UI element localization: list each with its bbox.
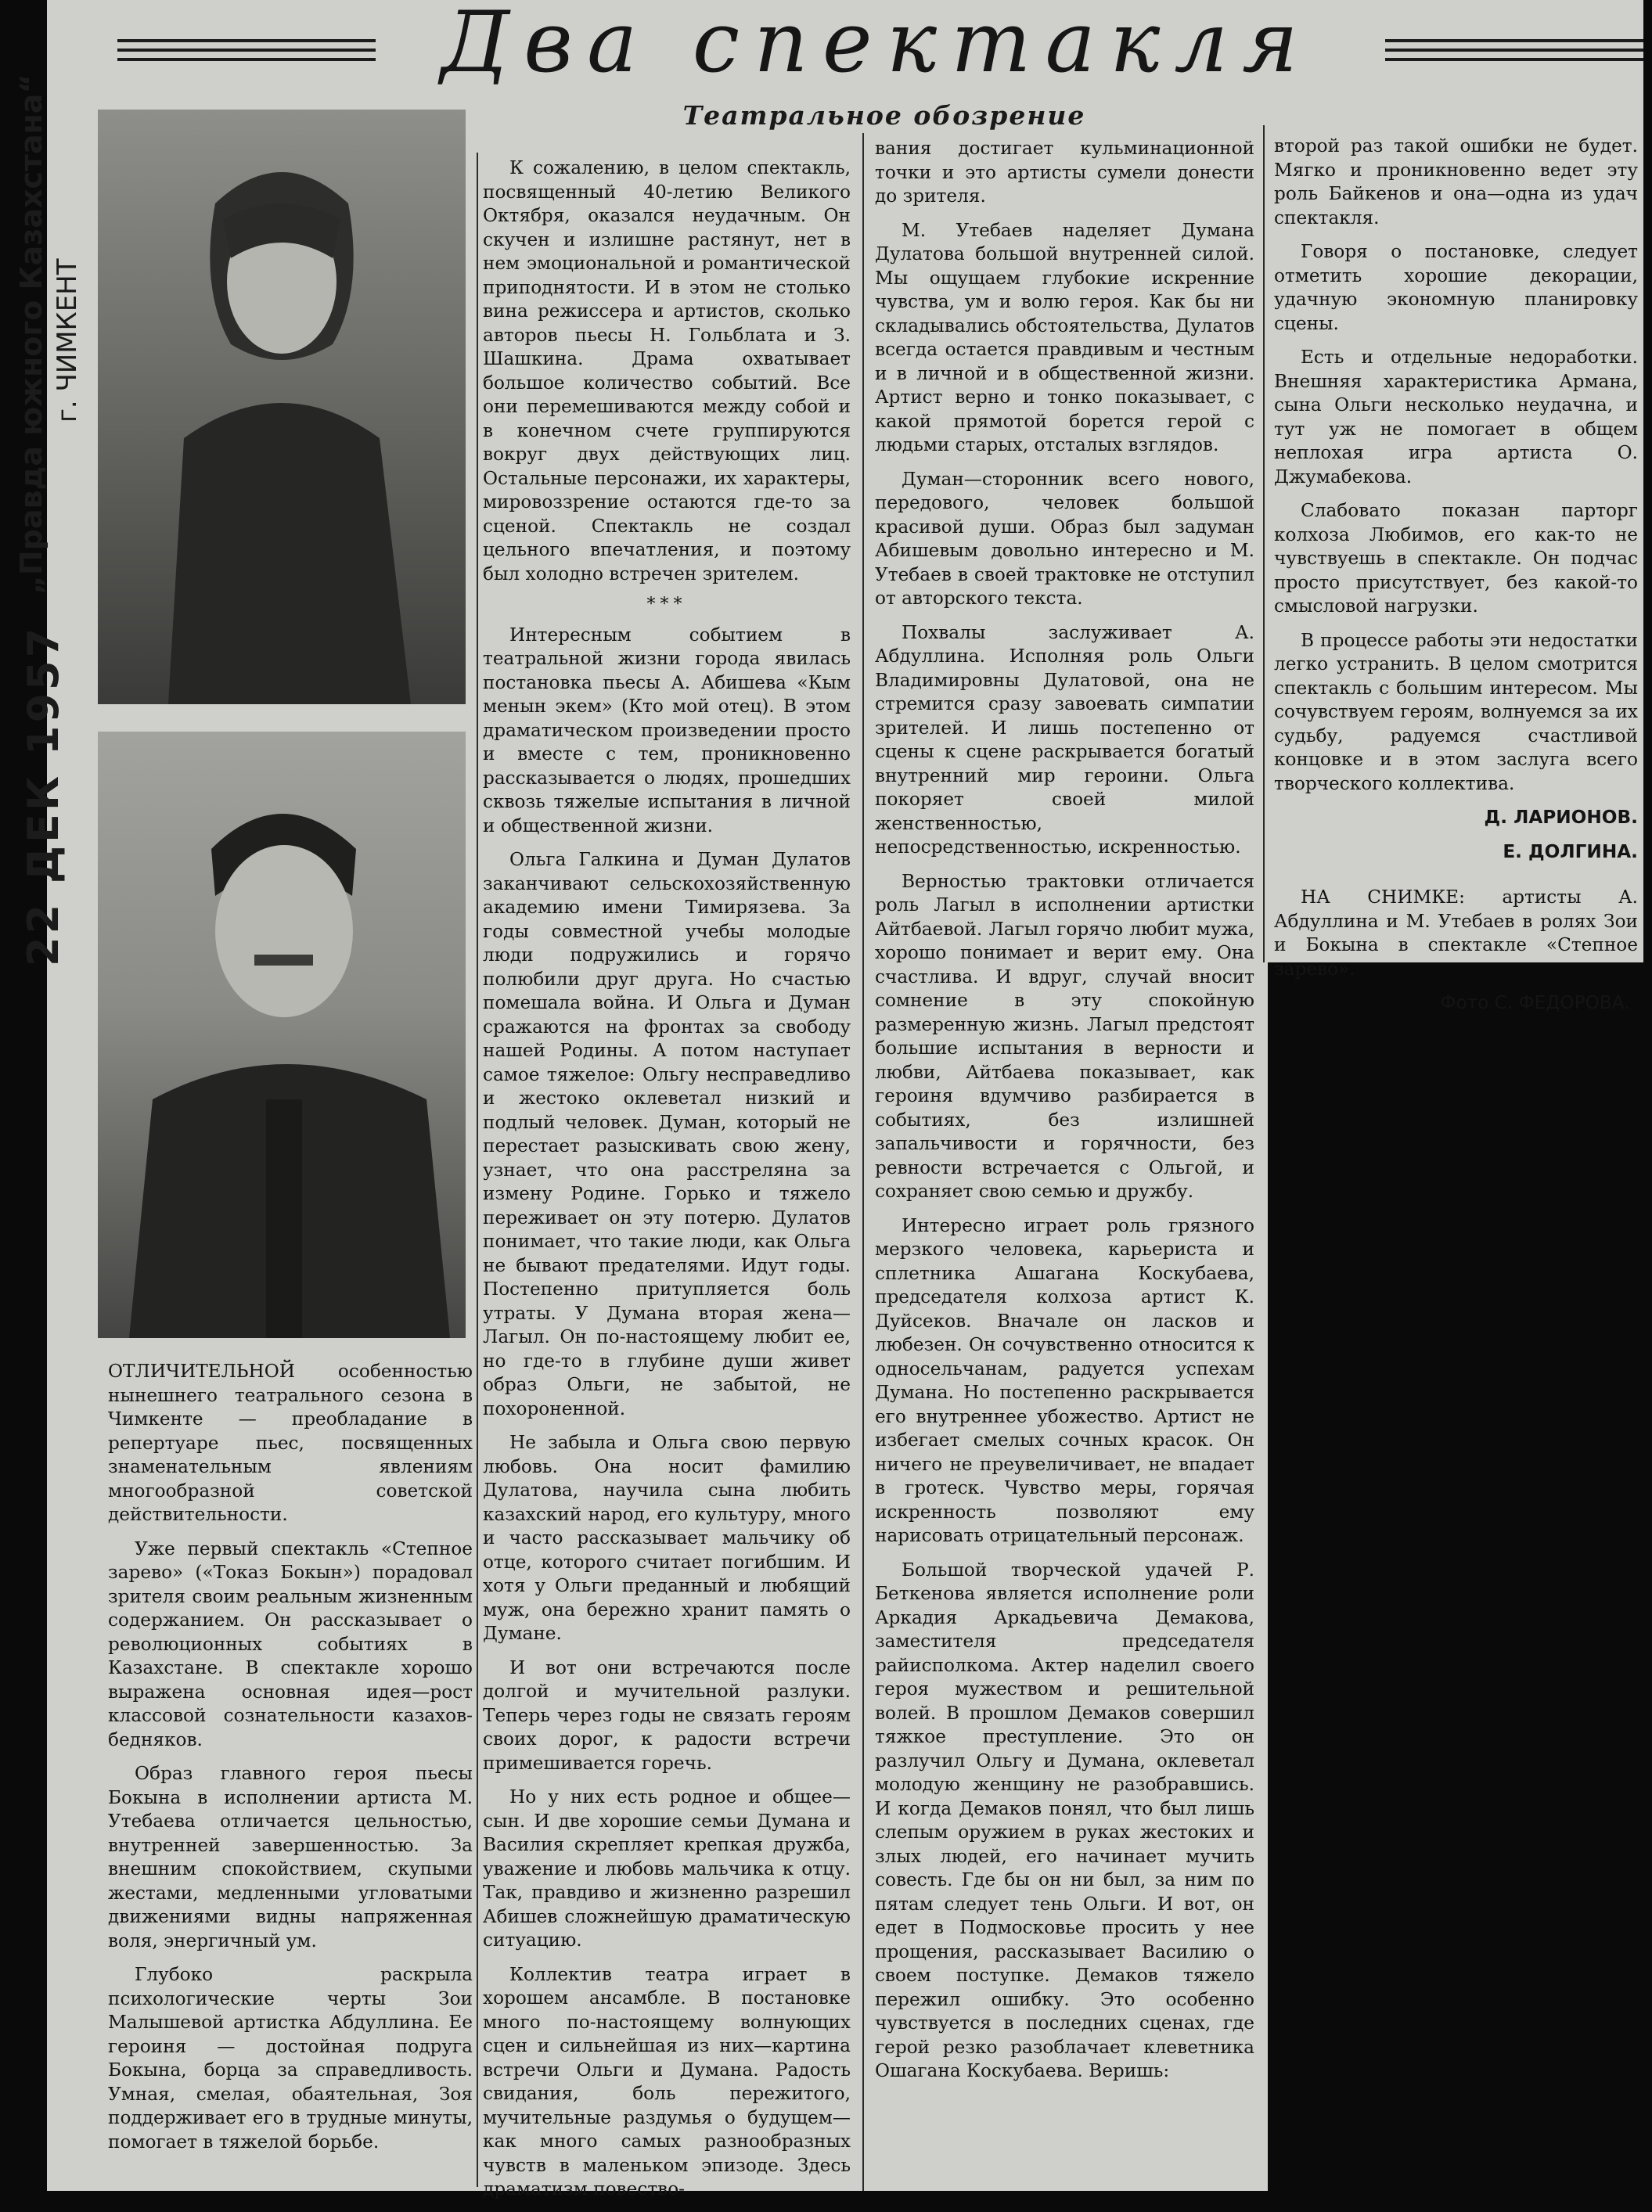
background-gap bbox=[1268, 962, 1652, 2191]
author-signature: Д. ЛАРИОНОВ. bbox=[1484, 807, 1638, 828]
header-rule-right bbox=[1385, 39, 1643, 74]
lead-paragraph bbox=[108, 1360, 473, 1527]
column-rule-1 bbox=[477, 153, 478, 2187]
paragraph: И вот они встречаются после долгой и мучительной разлуки. Теперь через годы не связать героям своих дорог, к радости встречи примешивается горечь. bbox=[483, 1656, 851, 1774]
column-2 bbox=[483, 156, 851, 2212]
photo-credit: Фото С. ФЕДОРОВА. bbox=[1440, 992, 1630, 1013]
paragraph: Верностью трактовки отличается роль Лагыл в исполнении артистки Айтбаевой. Лагыл горячо любит мужа, хорошо понимает и верит ему. Она счастлива. И вдруг, случай вносит сомнение в эту спокойную размеренную жизнь. Лагыл предстоят большие испытания в верности и любви, Айтбаева показывает, как героиня вдумчиво разбирается в событиях, без излишней запальчивости и горячности, без ревности встречается с Ольгой, и сохраняет свою семью и дружбу. bbox=[875, 870, 1254, 1202]
column-rule-2 bbox=[862, 133, 864, 2191]
paragraph: М. Утебаев наделяет Думана Дулатова большой внутренней силой. Мы ощущаем глубокие искренние чувства, ум и волю героя. Как бы ни складывались обстоятельства, Дулатов всегда остается правдивым и честным и в личной и в общественной жизни. Артист верно и тонко показывает, с какой прямотой борется герой с людьми старых, отсталых взглядов. bbox=[875, 219, 1254, 455]
column-rule-3 bbox=[1263, 125, 1265, 962]
paragraph: Но у них есть родное и общее—сын. И две хорошие семьи Думана и Василия скрепляет крепкая дружба, уважение и любовь мальчика к отцу. Так, правдиво и жизненно разрешил Абишев сложнейшую драматическую ситуацию. bbox=[483, 1786, 851, 1951]
article-header bbox=[47, 0, 1643, 102]
paragraph: Говоря о постановке, следует отметить хорошие декорации, удачную экономную планировку сцены. bbox=[1274, 241, 1638, 334]
paragraph: Похвалы заслуживает А. Абдуллина. Исполняя роль Ольги Владимировны Дулатовой, она не стремится сразу завоевать симпатии зрителей. И лишь постепенно от сцены к сцене раскрывается богатый внутренний мир героини. Ольга покоряет своей милой женственностью, непосредственностью, искренностью. bbox=[875, 621, 1254, 858]
actor-photo bbox=[98, 732, 466, 1338]
paragraph: Интересно играет роль грязного мерзкого человека, карьериста и сплетника Ашагана Коскубаева, председателя колхоза артист К. Дуйсеков. Вначале он ласков и любезен. Он сочувственно относится к односельчанам, радуется успехам Думана. Но постепенно раскрывается его внутреннее убожество. Артист не избегает смелых сочных красок. Он ничего не преувеличивает, не впадает в гротеск. Чувство меры, горячая искренность позволяют ему нарисовать отрицательный персонаж. bbox=[875, 1214, 1254, 1546]
paragraph: К сожалению, в целом спектакль, посвященный 40-летию Великого Октября, оказался неудачным. Он скучен и излишне растянут, нет в нем эмоциональной и романтической приподнятости. И в этом не столько вина режиссера и артистов, сколько авторов пьесы Н. Гольблата и З. Шашкина. Драма охватывает большое количество событий. Все они перемешиваются между собой и в конечном счете группируются вокруг двух действующих лиц. Остальные персонажи, их характеры, мировоззрение остаются где-то за сценой. Спектакль не создал цельного впечатления, и поэтому был холодно встречен зрителем. bbox=[483, 157, 851, 584]
paragraph: Думан—сторонник всего нового, передового, человек большой красивой души. Образ был задуман Абишевым довольно интересно и М. Утебаев в своей трактовке не отступил от авторского текста. bbox=[875, 468, 1254, 609]
article-title: Два спектакля bbox=[441, 0, 1312, 92]
section-separator: *** bbox=[646, 595, 687, 614]
paragraph: Уже первый спектакль «Степное зарево» («Токаз Бокын») порадовал зрителя своим реальным жизненным содержанием. Он рассказывает о революционных событиях в Казахстане. В спектакле хорошо выражена основная идея—рост классовой сознательности казахов-бедняков. bbox=[108, 1538, 473, 1750]
paragraph: Большой творческой удачей Р. Беткенова является исполнение роли Аркадия Аркадьевича Демакова, заместителя председателя райисполкома. Актер наделил своего героя мужеством и решительной волей. В прошлом Демаков совершил тяжкое преступление. Это он разлучил Ольгу и Думана, оклеветал молодую женщину не разобравшись. И когда Демаков понял, что был лишь слепым оружием в руках жестоких и злых людей, его начинает мучить совесть. Где бы он ни был, за ним по пятам следует тень Ольги. И вот, он едет в Подмосковье просить у нее прощения, рассказывает Василию о своем поступке. Демаков тяжело пережил ошибку. Это особенно чувствуется в последних сценах, где герой резко разоблачает клеветника Ошагана Коскубаева. Веришь: bbox=[875, 1559, 1254, 2081]
paragraph: Интересным событием в театральной жизни города явилась постановка пьесы А. Абишева «Кым менын экем» (Кто мой отец). В этом драматическом произведении просто и вместе с тем, проникновенно рассказывается о людях, прошедших сквозь тяжелые испытания в личной и общественной жизни. bbox=[483, 624, 851, 836]
paragraph: Слабовато показан парторг колхоза Любимов, его как-то не чувствуешь в спектакле. Он подчас просто присутствует, без какой-то смысловой нагрузки. bbox=[1274, 500, 1638, 617]
actress-photo bbox=[98, 110, 466, 704]
column-1 bbox=[108, 1360, 473, 2164]
column-3 bbox=[875, 137, 1254, 2094]
side-margin bbox=[0, 0, 98, 2191]
article-subtitle: Театральное обозрение bbox=[682, 100, 1086, 131]
paragraph: Есть и отдельные недоработки. Внешняя характеристика Армана, сына Ольги несколько неудачна, и тут уж не помогает в общем неплохая игра артиста О. Джумабекова. bbox=[1274, 347, 1638, 487]
paragraph: вания достигает кульминационной точки и это артисты сумели донести до зрителя. bbox=[875, 138, 1254, 207]
paragraph: второй раз такой ошибки не будет. Мягко и проникновенно ведет эту роль Байкенов и она—одна из удач спектакля. bbox=[1274, 135, 1638, 228]
author-signature: Е. ДОЛГИНА. bbox=[1503, 840, 1638, 862]
paragraph: Глубоко раскрыла психологические черты Зои Малышевой артистка Абдуллина. Ее героиня — достойная подруга Бокына, борца за справедливость. Умная, смелая, обаятельная, Зоя поддерживает его в трудные минуты, помогает в тяжелой борьбе. bbox=[108, 1964, 473, 2153]
paragraph: Коллектив театра играет в хорошем ансамбле. В постановке много по-настоящему волнующих сцен и сильнейшая из них—картина встречи Ольги и Думана. Радость свидания, боль пережитого, мучительные раздумья о будущем—как много самых разнообразных чувств в маленьком эпизоде. Здесь драматизм повество- bbox=[483, 1963, 851, 2199]
paragraph: В процессе работы эти недостатки легко устранить. В целом смотрится спектакль с большим интересом. Мы сочувствуем героям, волнуемся за их судьбу, радуемся счастливой концовке и в этом заслуга всего творческого коллектива. bbox=[1274, 629, 1638, 794]
column-4 bbox=[1274, 135, 1638, 1026]
header-rule-left bbox=[117, 39, 376, 74]
lead-text: ОТЛИЧИТЕЛЬНОЙ особенностью нынешнего театрального сезона в Чимкенте — преобладание в репертуаре пьес, посвященных знаменательным явлениям многообразной советской действительности. bbox=[108, 1361, 473, 1525]
paragraph: Не забыла и Ольга свою первую любовь. Она носит фамилию Дулатова, научила сына любить казахский народ, его культуру, много и часто рассказывает мальчику об отце, которого считает погибшим. И хотя у Ольги преданный и любящий муж, она бережно хранит память о Думане. bbox=[483, 1432, 851, 1644]
city-label: г. ЧИМКЕНТ bbox=[52, 258, 83, 423]
date-stamp: 22 ДЕК 1957 bbox=[19, 624, 68, 966]
paragraph: Образ главного героя пьесы Бокына в исполнении артиста М. Утебаева отличается цельностью, внутренней завершенностью. За внешним спокойствием, скупыми жестами, медленными угловатыми движениями видны напряженная воля, энергичный ум. bbox=[108, 1763, 473, 1951]
paragraph: Ольга Галкина и Думан Дулатов заканчивают сельскохозяйственную академию имени Тимирязева. За годы совместной учебы молодые люди подружились и горячо полюбили друг друга. Но счастью помешала война. И Ольга и Думан сражаются на фронтах за свободу нашей Родины. А потом наступает самое тяжелое: Ольгу несправедливо и жестоко оклеветал низкий и подлый человек. Думан, который не перестает разыскивать свою жену, узнает, что она расстреляна за измену Родине. Горько и тяжело переживает он эту потерю. Дулатов понимает, что такие люди, как Ольга не бывают предателями. Идут годы. Постепенно притупляется боль утраты. У Думана вторая жена—Лагыл. Он по-настоящему любит ее, но где-то в глубине души живет образ Ольги, не забытой, не похороненной. bbox=[483, 849, 851, 1419]
photo-caption: НА СНИМКЕ: артисты А. Абдуллина и М. Утебаев в ролях Зои и Бокына в спектакле «Степное зарево». bbox=[1274, 887, 1638, 980]
newspaper-name: „Правда южного Казахстана“ bbox=[14, 74, 49, 595]
